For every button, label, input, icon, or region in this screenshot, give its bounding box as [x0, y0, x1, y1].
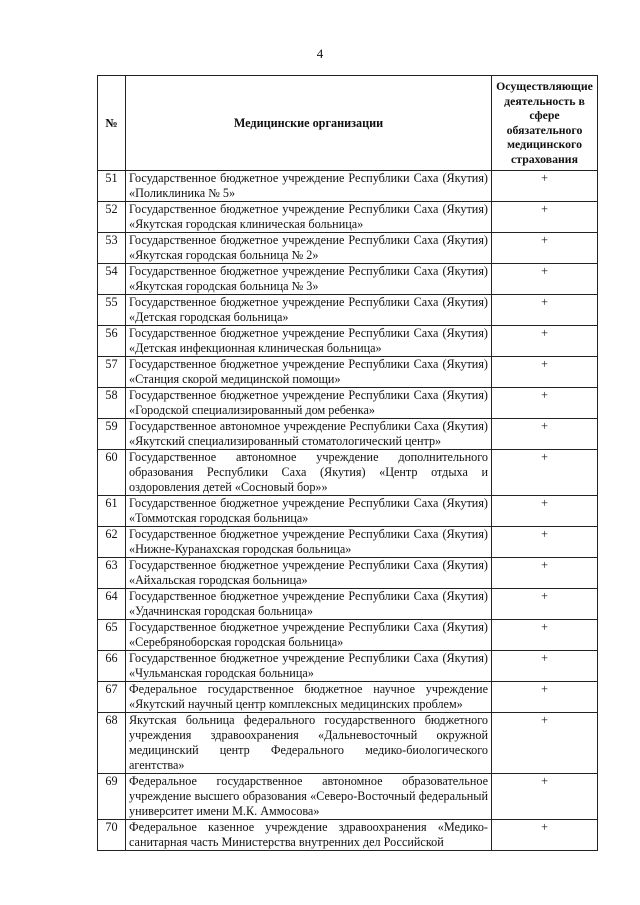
table-row	[98, 388, 598, 419]
row-oms-mark: +	[492, 558, 598, 589]
row-organization: Федеральное государственное автономное образовательное учреждение высшего образования «Северо-Восточный федеральный университет имени М.К. Аммосова»	[126, 774, 492, 820]
row-organization: Государственное бюджетное учреждение Республики Саха (Якутия) «Якутская городская клиническая больница»	[126, 202, 492, 233]
row-number: 52	[98, 202, 126, 233]
row-organization: Государственное бюджетное учреждение Республики Саха (Якутия) «Айхальская городская больница»	[126, 558, 492, 589]
row-number: 58	[98, 388, 126, 419]
row-oms-mark: +	[492, 682, 598, 713]
row-oms-mark: +	[492, 357, 598, 388]
table-row	[98, 326, 598, 357]
row-organization: Государственное бюджетное учреждение Республики Саха (Якутия) «Поликлиника № 5»	[126, 171, 492, 202]
row-oms-mark: +	[492, 419, 598, 450]
page-number: 4	[316, 46, 324, 61]
row-organization: Государственное бюджетное учреждение Республики Саха (Якутия) «Городской специализированный дом ребенка»	[126, 388, 492, 419]
row-oms-mark: +	[492, 233, 598, 264]
row-number: 67	[98, 682, 126, 713]
row-organization: Федеральное казенное учреждение здравоохранения «Медико-санитарная часть Министерства внутренних дел Российской	[126, 820, 492, 851]
table-header-row	[98, 76, 598, 171]
row-oms-mark: +	[492, 171, 598, 202]
row-oms-mark: +	[492, 326, 598, 357]
row-organization: Государственное автономное учреждение дополнительного образования Республики Саха (Якутия) «Центр отдыха и оздоровления детей «Сосновый бор»»	[126, 450, 492, 496]
row-organization: Государственное бюджетное учреждение Республики Саха (Якутия) «Детская инфекционная клиническая больница»	[126, 326, 492, 357]
row-number: 59	[98, 419, 126, 450]
row-oms-mark: +	[492, 388, 598, 419]
row-number: 51	[98, 171, 126, 202]
row-oms-mark: +	[492, 589, 598, 620]
table-row	[98, 357, 598, 388]
table-row	[98, 202, 598, 233]
row-number: 61	[98, 496, 126, 527]
row-number: 66	[98, 651, 126, 682]
table-row	[98, 450, 598, 496]
row-number: 57	[98, 357, 126, 388]
medical-organizations-table	[97, 75, 598, 851]
row-number: 54	[98, 264, 126, 295]
header-number: №	[98, 76, 126, 171]
row-number: 53	[98, 233, 126, 264]
row-number: 60	[98, 450, 126, 496]
row-organization: Государственное бюджетное учреждение Республики Саха (Якутия) «Якутская городская больница № 3»	[126, 264, 492, 295]
table-row	[98, 295, 598, 326]
header-oms: Осуществляющие деятельность в сфере обязательного медицинского страхования	[492, 76, 598, 171]
table-row	[98, 264, 598, 295]
row-oms-mark: +	[492, 713, 598, 774]
row-oms-mark: +	[492, 202, 598, 233]
row-number: 64	[98, 589, 126, 620]
row-organization: Государственное бюджетное учреждение Республики Саха (Якутия) «Томмотская городская больница»	[126, 496, 492, 527]
row-organization: Государственное бюджетное учреждение Республики Саха (Якутия) «Детская городская больница»	[126, 295, 492, 326]
row-organization: Государственное бюджетное учреждение Республики Саха (Якутия) «Удачнинская городская больница»	[126, 589, 492, 620]
row-organization: Государственное бюджетное учреждение Республики Саха (Якутия) «Якутская городская больница № 2»	[126, 233, 492, 264]
row-organization: Государственное бюджетное учреждение Республики Саха (Якутия) «Станция скорой медицинской помощи»	[126, 357, 492, 388]
table-row	[98, 233, 598, 264]
row-organization: Государственное автономное учреждение Республики Саха (Якутия) «Якутский специализированный стоматологический центр»	[126, 419, 492, 450]
row-number: 55	[98, 295, 126, 326]
table-row	[98, 713, 598, 774]
row-oms-mark: +	[492, 264, 598, 295]
row-number: 68	[98, 713, 126, 774]
table-row	[98, 419, 598, 450]
row-organization: Государственное бюджетное учреждение Республики Саха (Якутия) «Нижне-Куранахская городская больница»	[126, 527, 492, 558]
table-row	[98, 496, 598, 527]
row-number: 63	[98, 558, 126, 589]
row-oms-mark: +	[492, 295, 598, 326]
row-oms-mark: +	[492, 450, 598, 496]
table-row	[98, 820, 598, 851]
row-number: 62	[98, 527, 126, 558]
table-row	[98, 620, 598, 651]
row-oms-mark: +	[492, 651, 598, 682]
row-organization: Якутская больница федерального государственного бюджетного учреждения здравоохранения «Дальневосточный окружной медицинский центр Федерального медико-биологического агентства»	[126, 713, 492, 774]
table-row	[98, 558, 598, 589]
row-oms-mark: +	[492, 496, 598, 527]
table-row	[98, 589, 598, 620]
header-organizations: Медицинские организации	[126, 76, 492, 171]
row-number: 56	[98, 326, 126, 357]
row-number: 70	[98, 820, 126, 851]
row-organization: Государственное бюджетное учреждение Республики Саха (Якутия) «Чульманская городская больница»	[126, 651, 492, 682]
row-organization: Федеральное государственное бюджетное научное учреждение «Якутский научный центр комплексных медицинских проблем»	[126, 682, 492, 713]
table-row	[98, 682, 598, 713]
row-number: 65	[98, 620, 126, 651]
row-oms-mark: +	[492, 620, 598, 651]
row-oms-mark: +	[492, 774, 598, 820]
row-organization: Государственное бюджетное учреждение Республики Саха (Якутия) «Серебряноборская городская больница»	[126, 620, 492, 651]
row-oms-mark: +	[492, 527, 598, 558]
table-row	[98, 651, 598, 682]
table-row	[98, 527, 598, 558]
table-row	[98, 774, 598, 820]
row-number: 69	[98, 774, 126, 820]
table-row	[98, 171, 598, 202]
row-oms-mark: +	[492, 820, 598, 851]
